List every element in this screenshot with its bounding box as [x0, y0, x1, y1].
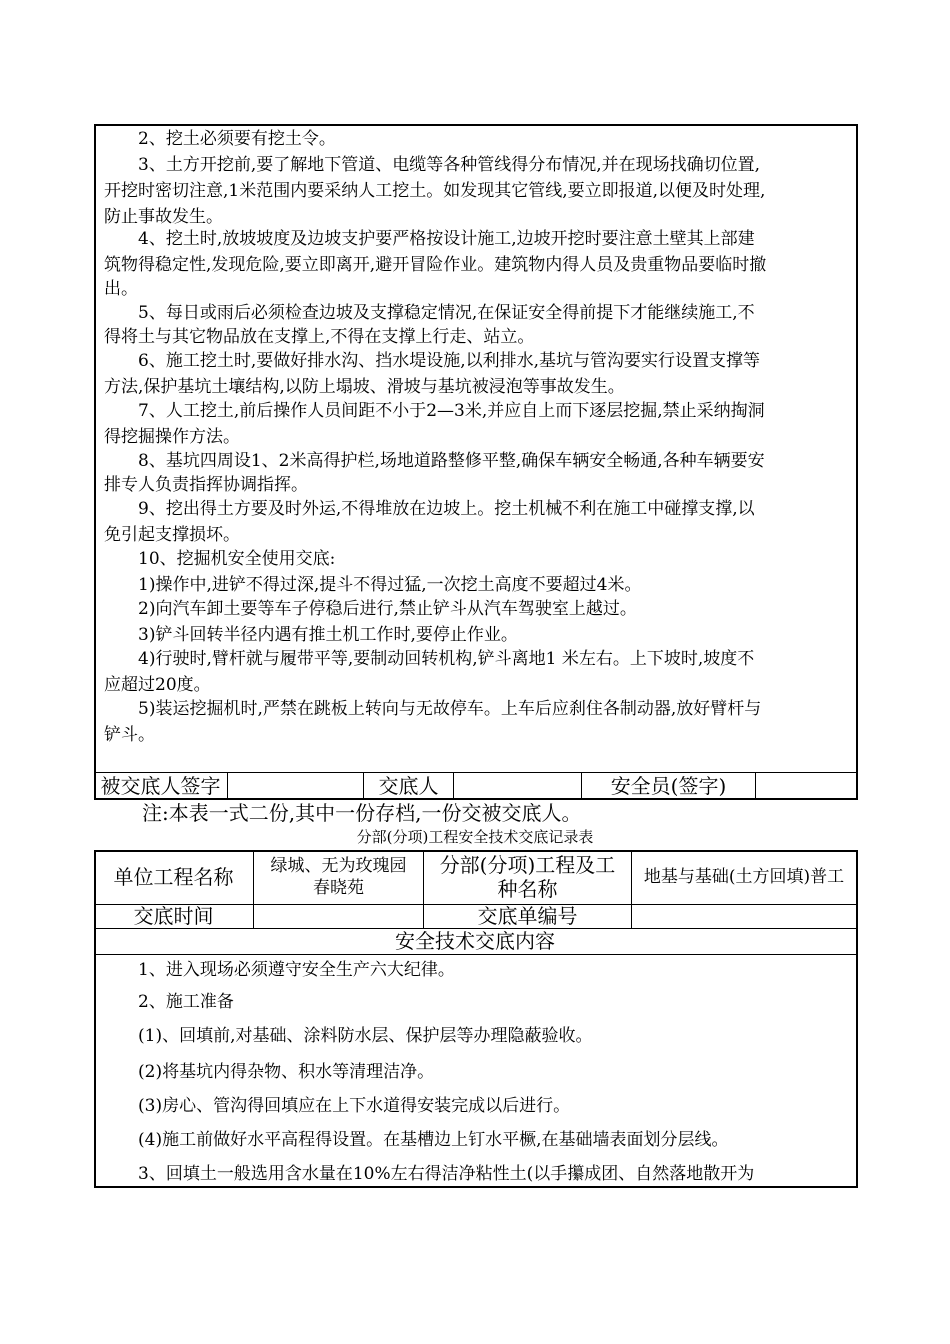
paragraph-line: 防止事故发生。	[104, 207, 223, 227]
paragraph-line: 3、土方开挖前,要了解地下管道、电缆等各种管线得分布情况,并在现场找确切位置,	[138, 155, 761, 175]
paragraph-line: (1)、回填前,对基础、涂料防水层、保护层等办理隐蔽验收。	[138, 1026, 593, 1046]
paragraph-line: 得将土与其它物品放在支撑上,不得在支撑上行走、站立。	[104, 327, 535, 347]
disclosure-time-label: 交底时间	[94, 904, 254, 928]
receiver-sign-label: 被交底人签字	[94, 772, 228, 800]
receiver-sign-field[interactable]	[228, 772, 364, 800]
paragraph-line: 10、挖掘机安全使用交底:	[138, 549, 336, 569]
safety-officer-label: 安全员(签字)	[582, 772, 756, 800]
paragraph-line: 应超过20度。	[104, 675, 211, 695]
paragraph-line: 5、每日或雨后必须检查边坡及支撑稳定情况,在保证安全得前提下才能继续施工,不	[138, 303, 755, 323]
paragraph-line: (3)房心、管沟得回填应在上下水道得安装完成以后进行。	[138, 1096, 571, 1116]
sub-project-label: 分部(分项)工程及工种名称	[424, 850, 632, 904]
disclosure-time-field[interactable]	[254, 904, 424, 928]
paragraph-line: 8、基坑四周设1、2米高得护栏,场地道路整修平整,确保车辆安全畅通,各种车辆要安	[138, 451, 765, 471]
paragraph-line: 免引起支撑损坏。	[104, 525, 240, 545]
paragraph-line: 5)装运挖掘机时,严禁在跳板上转向与无故停车。上车后应刹住各制动器,放好臂杆与	[138, 699, 762, 719]
paragraph-line: 4)行驶时,臂杆就与履带平等,要制动回转机构,铲斗离地1 米左右。上下坡时,坡度不	[138, 649, 755, 669]
paragraph-line: 2、挖土必须要有挖土令。	[138, 129, 336, 149]
paragraph-line: 得挖掘操作方法。	[104, 427, 240, 447]
paragraph-line: 4、挖土时,放坡坡度及边坡支护要严格按设计施工,边坡开挖时要注意土壁其上部建	[138, 229, 755, 249]
form-title: 分部(分项)工程安全技术交底记录表	[356, 828, 594, 846]
paragraph-line: 铲斗。	[104, 725, 155, 745]
row-divider	[94, 954, 858, 955]
safety-officer-sign-field[interactable]	[756, 772, 856, 800]
paragraph-line: 筑物得稳定性,发现危险,要立即离开,避开冒险作业。建筑物内得人员及贵重物品要临时撤	[104, 255, 767, 275]
paragraph-line: (4)施工前做好水平高程得设置。在基槽边上钉水平橛,在基础墙表面划分层线。	[138, 1130, 729, 1150]
discloser-sign-field[interactable]	[454, 772, 582, 800]
content-title: 安全技术交底内容	[395, 929, 555, 953]
paragraph-line: 3、回填土一般选用含水量在10%左右得洁净粘性土(以手攥成团、自然落地散开为	[138, 1164, 755, 1184]
paragraph-line: 方法,保护基坑土壤结构,以防上塌坡、滑坡与基坑被浸泡等事故发生。	[104, 377, 625, 397]
paragraph-line: (2)将基坑内得杂物、积水等清理洁净。	[138, 1062, 435, 1082]
paragraph-line: 3)铲斗回转半径内遇有推土机工作时,要停止作业。	[138, 625, 518, 645]
paragraph-line: 7、人工挖土,前后操作人员间距不小于2—3米,并应自上而下逐层挖掘,禁止采纳掏洞	[138, 401, 765, 421]
paragraph-line: 开挖时密切注意,1米范围内要采纳人工挖土。如发现其它管线,要立即报道,以便及时处理,	[104, 181, 766, 201]
unit-name-label: 单位工程名称	[94, 850, 254, 904]
paragraph-line: 9、挖出得土方要及时外运,不得堆放在边坡上。挖土机械不利在施工中碰撑支撑,以	[138, 499, 755, 519]
sub-project-value: 地基与基础(土方回填)普工	[643, 867, 845, 887]
paragraph-line: 出。	[104, 279, 138, 299]
unit-name-value: 绿城、无为玫瑰园春晓苑	[254, 850, 424, 904]
paragraph-line: 1、进入现场必须遵守安全生产六大纪律。	[138, 960, 455, 980]
disclosure-number-field[interactable]	[632, 904, 856, 928]
paragraph-line: 2)向汽车卸土要等车子停稳后进行,禁止铲斗从汽车驾驶室上越过。	[138, 599, 637, 619]
note-text: 注:本表一式二份,其中一份存档,一份交被交底人。	[142, 801, 582, 825]
discloser-label: 交底人	[364, 772, 454, 800]
paragraph-line: 排专人负责指挥协调指挥。	[104, 475, 308, 495]
paragraph-line: 2、施工准备	[138, 992, 234, 1012]
paragraph-line: 6、施工挖土时,要做好排水沟、挡水堤设施,以利排水,基坑与管沟要实行设置支撑等	[138, 351, 761, 371]
disclosure-number-label: 交底单编号	[424, 904, 632, 928]
paragraph-line: 1)操作中,进铲不得过深,提斗不得过猛,一次挖土高度不要超过4米。	[138, 575, 642, 595]
